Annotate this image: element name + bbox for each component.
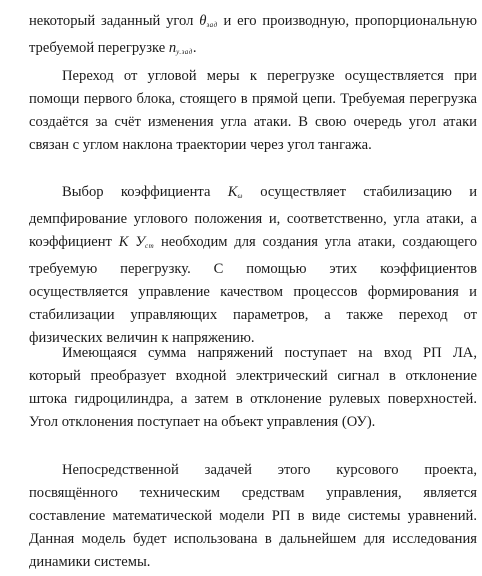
text-fragment: осуществляет стабилизацию и демпфирование углового положения и, соответственно, угла атаки, а коэффициент: [29, 184, 478, 250]
text-fragment: Выбор коэффициента: [62, 184, 211, 200]
paragraph-voltage-sum: Имеющаяся сумма напряжений поступает на вход РП ЛА, который преобразует входной электрический сигнал в отклонение штока гидроцилиндра, а затем в отклонение рулевых поверхностей. Угол отклонения поступает на объект управления (ОУ).: [29, 345, 477, 430]
paragraph-project-task: Непосредственной задачей этого курсового проекта, посвящённого техническим средствам управления, является составление математической модели РП в виде системы уравнений. Данная модель будет использована в дальнейшем для исследования динамики системы.: [29, 462, 477, 570]
st-subscript: ст: [145, 242, 155, 250]
k-letter: K: [227, 184, 238, 200]
theta-symbol: [199, 13, 217, 29]
paragraph-coefficients: [29, 181, 477, 350]
text-fragment: .: [192, 40, 197, 56]
text-fragment: и его производную, пропорциональную требуемой перегрузке: [29, 13, 477, 56]
text-fragment: необходим для создания угла атаки, создающего требуемую перегрузку. С помощью этих коэффициентов осуществляется управление качеством процессов формирования и стабилизации управляющих параметров, а также переход от физических величин к напряжению.: [29, 234, 478, 346]
overload-letter: n: [168, 40, 177, 56]
k-y-letters: K У: [118, 234, 146, 250]
paragraph-transition: Переход от угловой меры к перегрузке осуществляется при помощи первого блока, стоящего в прямой цепи. Требуемая перегрузка создаётся за счёт изменения угла атаки. В свою очередь угол атаки связан с углом наклона траектории через угол тангажа.: [29, 68, 477, 153]
theta-letter: θ: [199, 13, 207, 29]
paragraph-target-angle: [29, 10, 477, 64]
k-omega-symbol: [228, 184, 243, 200]
text-fragment: некоторый заданный угол: [29, 13, 194, 29]
omega-subscript: ω: [237, 192, 243, 200]
overload-subscript: у.зад: [176, 48, 193, 56]
k-y-st-symbol: [119, 234, 155, 250]
overload-symbol: [169, 40, 193, 56]
theta-subscript: зад: [206, 21, 218, 29]
